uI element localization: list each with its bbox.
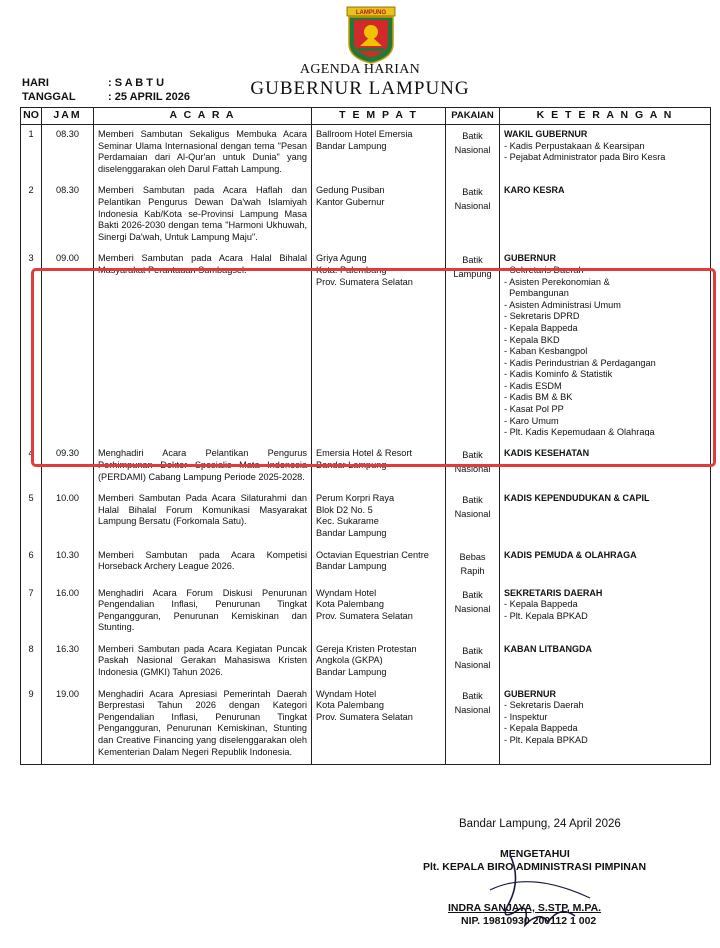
row-venue-line: Wyndam Hotel	[316, 587, 377, 598]
row-attire-line: Nasional	[454, 464, 491, 475]
row-attendee-item: - Asisten Perekonomian &	[504, 276, 610, 287]
row-attire-line: Bebas	[459, 551, 486, 562]
tanggal-label: TANGGAL	[22, 91, 76, 103]
row-event: Memberi Sambutan pada Acara Kegiatan Puncak Paskah Nasional Gerakan Mahasiswa Kristen Indonesia (GMKI) Tahun 2026.	[98, 643, 307, 678]
row-attendee-head: GUBERNUR	[504, 253, 557, 264]
hari-value: : S A B T U	[108, 77, 165, 89]
row-attire-line: Nasional	[454, 659, 491, 670]
row-attendee-item: - Kepala BKD	[504, 334, 560, 345]
row-attendee-item: - Kaban Kesbangpol	[504, 346, 588, 357]
cell-jam	[42, 125, 94, 182]
row-time: 08.30	[56, 185, 79, 196]
row-attendee-item: - Plt. Kepala BPKAD	[504, 735, 588, 746]
cell-jam	[42, 181, 94, 249]
logo-text: LAMPUNG	[355, 10, 387, 16]
cell-keterangan	[500, 640, 711, 685]
row-attendee-item: - Plt. Kadis Kepemudaan & Olahraga	[504, 427, 655, 437]
row-venue-line: Prov. Sumatera Selatan	[316, 276, 413, 287]
cell-jam	[42, 584, 94, 640]
row-venue-line: Bandar Lampung	[316, 667, 387, 678]
row-attendee-item: - Kepala Bappeda	[504, 599, 578, 610]
row-attire-line: Batik	[462, 450, 483, 461]
row-attendee-item: - Kadis ESDM	[504, 380, 562, 391]
row-venue-line: Bandar Lampung	[316, 459, 387, 470]
row-no: 8	[28, 643, 34, 654]
cell-tempat	[312, 640, 446, 685]
table-row	[21, 125, 711, 182]
cell-acara	[94, 125, 312, 182]
cell-jam	[42, 640, 94, 685]
row-event: Memberi Sambutan pada Acara Haflah dan Pelantikan Pengurus Dewan Da'wah Islamiyah Indonesia Kab/Kota se-Provinsi Lampung Masa Bakti 2026-2030 dengan tema "Harmoni Ukhuwah, Sinergi Da'wah, Untuk Lampung Maju".	[98, 185, 307, 242]
row-attendee-head: WAKIL GUBERNUR	[504, 129, 588, 139]
footer-position: Plt. KEPALA BIRO ADMINISTRASI PIMPINAN	[423, 861, 647, 873]
lampung-province-emblem	[346, 6, 396, 64]
row-venue-line: Kec. Sukarame	[316, 516, 379, 527]
row-attire-line: Nasional	[454, 704, 491, 715]
row-venue-line: Kota Palembang	[316, 599, 384, 610]
table-row	[21, 584, 711, 640]
cell-pakaian	[446, 546, 500, 584]
highlight-box	[31, 268, 716, 467]
row-time: 19.00	[56, 688, 79, 699]
footer-mengetahui: MENGETAHUI	[500, 848, 570, 860]
footer-nip: NIP. 19810930 200112 1 002	[461, 915, 597, 927]
row-attire-line: Batik	[462, 255, 483, 266]
row-attire-line: Batik	[462, 645, 483, 656]
row-event: Memberi Sambutan pada Acara Halal Bihalal Masyarakat Perantauan Sumbagsel.	[98, 253, 307, 275]
row-attendee-item: - Kasat Pol PP	[504, 404, 564, 415]
row-attire-line: Nasional	[454, 145, 491, 155]
row-no: 3	[28, 253, 34, 264]
table-row	[21, 640, 711, 685]
row-attendee-item: - Pejabat Administrator pada Biro Kesra	[504, 152, 666, 163]
cell-pakaian	[446, 584, 500, 640]
row-time: 10.30	[56, 549, 79, 560]
cell-no	[21, 125, 42, 182]
row-attendee-item: - Kadis Perindustrian & Perdagangan	[504, 357, 656, 368]
row-attire-line: Batik	[462, 495, 483, 506]
row-venue-line: Kantor Gubernur	[316, 196, 385, 207]
row-venue-line: Octavian Equestrian Centre	[316, 549, 429, 560]
row-attendee-item: - Plt. Kepala BPKAD	[504, 610, 588, 621]
row-venue-line: Perum Korpri Raya	[316, 493, 395, 504]
row-attire-line: Batik	[462, 131, 483, 141]
col-jam: JAM	[42, 108, 94, 125]
row-attire-line: Batik	[462, 690, 483, 701]
cell-acara	[94, 546, 312, 584]
row-no: 7	[28, 587, 34, 598]
row-venue-line: Prov. Sumatera Selatan	[316, 711, 413, 722]
cell-acara	[94, 489, 312, 545]
row-time: 09.30	[56, 448, 79, 459]
row-event: Memberi Sambutan Pada Acara Silaturahmi dan Halal Bihalal Forum Komunikasi Masyarakat Lampung Bersatu (Forkomala Satu).	[98, 493, 307, 527]
cell-pakaian	[446, 640, 500, 685]
cell-tempat	[312, 181, 446, 249]
cell-pakaian	[446, 685, 500, 765]
cell-keterangan	[500, 685, 711, 765]
cell-keterangan	[500, 584, 711, 640]
row-attendee-item: - Kadis Perpustakaan & Kearsipan	[504, 140, 645, 151]
row-attendee-item: - Asisten Administrasi Umum	[504, 299, 621, 310]
cell-acara	[94, 181, 312, 249]
row-no: 4	[28, 448, 34, 459]
row-venue-line: Bandar Lampung	[316, 140, 387, 151]
row-venue-line: Gedung Pusiban	[316, 185, 385, 196]
cell-tempat	[312, 546, 446, 584]
footer-place-date: Bandar Lampung, 24 April 2026	[459, 818, 621, 830]
row-time: 16.30	[56, 643, 79, 654]
tanggal-value: : 25 APRIL 2026	[108, 91, 190, 103]
row-attire-line: Batik	[462, 187, 483, 198]
cell-pakaian	[446, 181, 500, 249]
row-time: 10.00	[56, 493, 79, 504]
table-row	[21, 546, 711, 584]
cell-jam	[42, 546, 94, 584]
row-attendee-head: KARO KESRA	[504, 185, 565, 196]
cell-no	[21, 584, 42, 640]
row-event: Menghadiri Acara Apresiasi Pemerintah Daerah Berprestasi Tahun 2026 dengan Kategori Pengendalian Inflasi, Penurunan Tingkat Pengangguran, Penurunan Kemiskinan, Stunting dan Creative Financing yang diselenggarakan oleh Kementerian Dalam Negeri Republik Indonesia.	[98, 688, 307, 757]
cell-jam	[42, 685, 94, 765]
row-no: 5	[28, 493, 34, 504]
row-attendee-item: Pembangunan	[504, 288, 569, 299]
row-attendee-head: SEKRETARIS DAERAH	[504, 587, 603, 598]
col-acara: A C A R A	[94, 108, 312, 125]
cell-no	[21, 685, 42, 765]
row-venue-line: Angkola (GKPA)	[316, 655, 383, 666]
row-venue-line: Blok D2 No. 5	[316, 504, 373, 515]
row-time: 08.30	[56, 129, 79, 139]
row-venue-line: Wyndam Hotel	[316, 688, 377, 699]
table-row	[21, 181, 711, 249]
row-no: 6	[28, 549, 34, 560]
cell-tempat	[312, 489, 446, 545]
row-time: 16.00	[56, 587, 79, 598]
row-attendee-item: - Karo Umum	[504, 415, 559, 426]
row-attendee-head: KADIS KESEHATAN	[504, 448, 590, 459]
col-no: NO	[21, 108, 42, 125]
table-row	[21, 685, 711, 765]
row-event: Memberi Sambutan pada Acara Kompetisi Horseback Archery League 2026.	[98, 549, 307, 572]
row-event: Menghadiri Acara Forum Diskusi Penurunan Pengendalian Inflasi, Penurunan Tingkat Pengangguran, Penurunan Kemiskinan dan Stunting.	[98, 587, 307, 633]
col-keterangan: K E T E R A N G A N	[500, 108, 711, 125]
table-row	[21, 489, 711, 545]
cell-acara	[94, 685, 312, 765]
row-attendee-item: - Kadis Kominfo & Statistik	[504, 369, 613, 380]
row-venue-line: Bandar Lampung	[316, 561, 387, 572]
row-attendee-head: KADIS PEMUDA & OLAHRAGA	[504, 549, 637, 560]
row-attire-line: Batik	[462, 589, 483, 600]
governor-title: GUBERNUR LAMPUNG	[250, 78, 470, 99]
row-attendee-head: KADIS KEPENDUDUKAN & CAPIL	[504, 493, 650, 504]
cell-keterangan	[500, 546, 711, 584]
cell-no	[21, 640, 42, 685]
row-attire-line: Nasional	[454, 509, 491, 520]
row-event: Menghadiri Acara Pelantikan Pengurus Perhimpunan Dokter Spesialis Mata Indonesia (PERDAMI) Cabang Lampung Periode 2025-2028.	[98, 448, 307, 482]
cell-keterangan	[500, 181, 711, 249]
cell-no	[21, 181, 42, 249]
row-attendee-item: - Sekretaris DPRD	[504, 311, 580, 322]
col-tempat: T E M P A T	[312, 108, 446, 125]
cell-no	[21, 546, 42, 584]
footer-name: INDRA SANJAYA, S.STP, M.PA.	[448, 902, 602, 914]
row-attendee-head: KABAN LITBANGDA	[504, 643, 592, 654]
row-no: 1	[28, 129, 34, 139]
row-no: 2	[28, 185, 34, 196]
agenda-title: AGENDA HARIAN	[299, 62, 421, 77]
cell-pakaian	[446, 489, 500, 545]
row-attire-line: Lampung	[453, 269, 492, 280]
row-attendee-item: - Sekretaris Daerah	[504, 700, 584, 711]
row-attendee-item: - Kepala Bappeda	[504, 723, 578, 734]
row-venue-line: Kota Palembang	[316, 700, 384, 711]
row-venue-line: Bandar Lampung	[316, 527, 387, 538]
row-attire-line: Nasional	[454, 201, 491, 212]
cell-keterangan	[500, 125, 711, 182]
cell-keterangan	[500, 489, 711, 545]
cell-tempat	[312, 685, 446, 765]
cell-jam	[42, 489, 94, 545]
row-venue-line: Ballroom Hotel Emersia	[316, 129, 413, 139]
row-attire-line: Nasional	[454, 603, 491, 614]
cell-acara	[94, 584, 312, 640]
row-attire-line: Rapih	[460, 565, 485, 576]
cell-tempat	[312, 584, 446, 640]
cell-no	[21, 489, 42, 545]
col-pakaian: PAKAIAN	[446, 108, 500, 125]
row-venue-line: Prov. Sumatera Selatan	[316, 610, 413, 621]
row-no: 9	[28, 688, 34, 699]
row-time: 09.00	[56, 253, 79, 264]
row-attendee-head: GUBERNUR	[504, 688, 557, 699]
cell-tempat	[312, 125, 446, 182]
row-attendee-item: - Sekretaris Daerah	[504, 264, 584, 275]
row-attendee-item: - Inspektur	[504, 711, 548, 722]
row-attendee-item: - Kepala Bappeda	[504, 322, 578, 333]
row-venue-line: Emersia Hotel & Resort	[316, 448, 412, 459]
hari-label: HARI	[22, 77, 49, 89]
row-venue-line: Griya Agung	[316, 253, 367, 264]
row-attendee-item: - Kadis BM & BK	[504, 392, 573, 403]
row-venue-line: Gereja Kristen Protestan	[316, 643, 417, 654]
row-event: Memberi Sambutan Sekaligus Membuka Acara Seminar Ulama Internasional dengan tema "Pesan Perdamaian dari Al-Qur'an untuk Dunia" yang diselenggarakan oleh Darul Fattah Lampung.	[98, 129, 307, 174]
table-header-row	[21, 108, 711, 125]
row-venue-line: Kota. Palembang	[316, 264, 387, 275]
cell-acara	[94, 640, 312, 685]
cell-pakaian	[446, 125, 500, 182]
